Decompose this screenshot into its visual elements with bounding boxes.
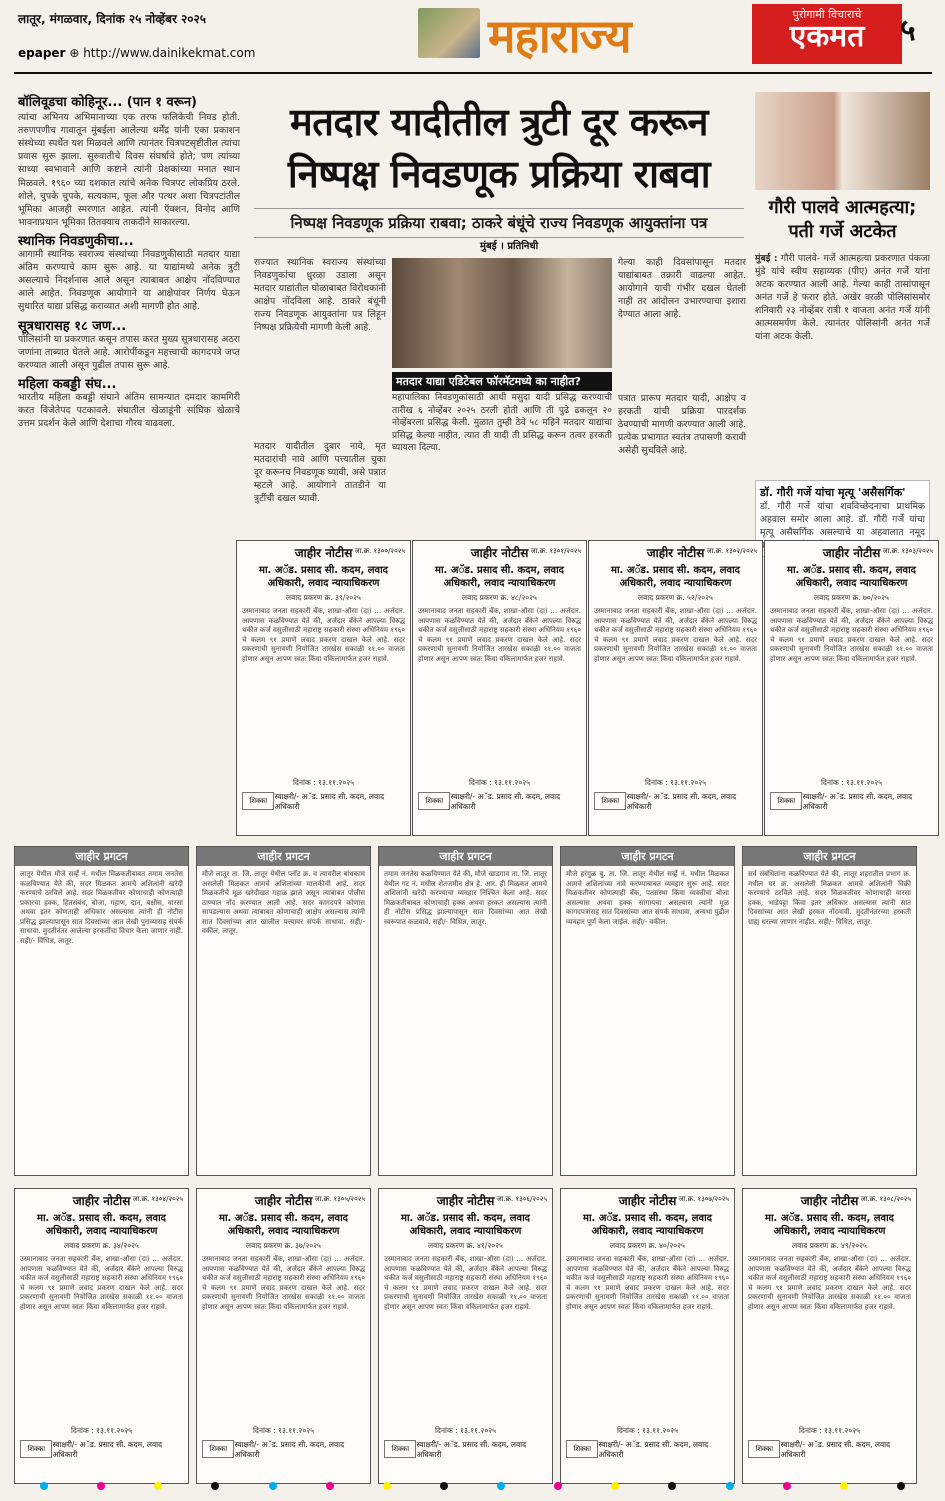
notice-body: उस्मानाबाद जनता सहकारी बँक, शाखा-औसा (दा) ... अर्जदार. आपणास कळविण्यात येते की, अर्जदार बँकेने आपल्या विरुद्ध थकीत कर्ज वसुलीसाठी महाराष्ट्र सहकारी संस्था अधिनियम १९६० चे कलम ९१ प्रमाणे लवाद प्रकरण दाखल केले आहे. सदर प्रकरणाची सुनावणी नियोजित तारखेस सकाळी ११.०० वाजता होणार असून आपण स्वतः किंवा वकिलामार्फत हजर राहावे.: [20, 1255, 183, 1311]
seal-box: शिक्का: [594, 792, 626, 810]
legal-notice: [764, 540, 939, 836]
notice-body: उस्मानाबाद जनता सहकारी बँक, शाखा-औसा (दा) ... अर्जदार. आपणास कळविण्यात येते की, अर्जदार बँकेने आपल्या विरुद्ध थकीत कर्ज वसुलीसाठी महाराष्ट्र सहकारी संस्था अधिनियम १९६० चे कलम ९१ प्रमाणे लवाद प्रकरण दाखल केले आहे. सदर प्रकरणाची सुनावणी नियोजित तारखेस सकाळी ११.०० वाजता होणार असून आपण स्वतः किंवा वकिलामार्फत हजर राहावे.: [384, 1255, 547, 1311]
notice-body: उस्मानाबाद जनता सहकारी बँक, शाखा-औसा (दा) ... अर्जदार. आपणास कळविण्यात येते की, अर्जदार बँकेने आपल्या विरुद्ध थकीत कर्ज वसुलीसाठी महाराष्ट्र सहकारी संस्था अधिनियम १९६० चे कलम ९१ प्रमाणे लवाद प्रकरण दाखल केले आहे. सदर प्रकरणाची सुनावणी नियोजित तारखेस सकाळी ११.०० वाजता होणार असून आपण स्वतः किंवा वकिलामार्फत हजर राहावे.: [242, 607, 405, 663]
yellow-dot: [840, 1482, 848, 1490]
notice-case: लवाद प्रकरण क्र. ७०/२०२५: [814, 593, 889, 602]
notice-case: लवाद प्रकरण क्र. ३९/२०२५: [286, 593, 361, 602]
notice-number: जा.क्र. १३०४/२०२५: [132, 1195, 183, 1203]
ad-title: जाहीर प्रगटन: [561, 847, 734, 866]
notice-date: दिनांक : १३.११.२०२५: [292, 778, 355, 787]
seal-box: शिक्का: [384, 1440, 416, 1458]
story-text: भारतीय महिला कबड्डी संघाने अंतिम सामन्यात दमदार कामगिरी करत विजेतेपद पटकावले. संघातील खेळाडूंनी सांघिक खेळाचे उत्तम प्रदर्शन केले आणि देशाचा गौरव वाढवला.: [18, 391, 240, 430]
notice-date: दिनांक : १३.११.२०२५: [644, 778, 707, 787]
story-title: सूत्रधारासह १८ जण...: [18, 318, 127, 334]
ad-title: जाहीर प्रगटन: [379, 847, 552, 866]
notice-number: जा.क्र. १३०१/२०२५: [530, 547, 581, 555]
notice-date: दिनांक : १३.११.२०२५: [434, 1426, 497, 1435]
seal-box: शिक्का: [20, 1440, 52, 1458]
right-headline: गौरी पालवे आत्महत्या; पती गर्जे अटकेत: [768, 197, 917, 242]
public-notice-ad: [742, 846, 917, 1176]
notice-officer: मा. अॅड. प्रसाद सी. कदम, लवाद अधिकारी, लवाद न्यायाधिकरण: [400, 1213, 530, 1237]
notice-number: जा.क्र. १३०३/२०२५: [882, 547, 933, 555]
ad-title: जाहीर प्रगटन: [743, 847, 916, 866]
notice-case: लवाद प्रकरण क्र. ३७/२०२५: [246, 1241, 321, 1250]
notice-signature: स्वाक्षरी/- अॅड. प्रसाद सी. कदम, लवाद अधिकारी: [626, 792, 737, 811]
notice-title: जाहीर नोटीस: [822, 546, 881, 560]
website-link[interactable]: http://www.dainikekmat.com: [83, 46, 256, 60]
brand-name: एकमत: [789, 19, 865, 54]
notice-body: उस्मानाबाद जनता सहकारी बँक, शाखा-औसा (दा) ... अर्जदार. आपणास कळविण्यात येते की, अर्जदार बँकेने आपल्या विरुद्ध थकीत कर्ज वसुलीसाठी महाराष्ट्र सहकारी संस्था अधिनियम १९६० चे कलम ९१ प्रमाणे लवाद प्रकरण दाखल केले आहे. सदर प्रकरणाची सुनावणी नियोजित तारखेस सकाळी ११.०० वाजता होणार असून आपण स्वतः किंवा वकिलामार्फत हजर राहावे.: [566, 1255, 729, 1311]
notice-signature: स्वाक्षरी/- अॅड. प्रसाद सी. कदम, लवाद अधिकारी: [274, 792, 385, 811]
legal-notice: [560, 1188, 735, 1484]
black-dot: [211, 1482, 219, 1490]
notice-signature: स्वाक्षरी/- अॅड. प्रसाद सी. कदम, लवाद अधिकारी: [416, 1440, 527, 1459]
lead-headline: [254, 96, 744, 200]
section-title: महाराज्य: [488, 9, 631, 63]
notice-title: जाहीर नोटीस: [72, 1194, 131, 1208]
legal-notice: [14, 1188, 189, 1484]
ad-body: सर्व संबंधितांना कळविण्यात येते की, लातूर शहरातील प्रभाग क्र. मधील घर क्र. असलेली मिळकत आमचे अशिलांनी विक्री करण्याचे ठरविले आहे. सदर मिळकतीवर कोणाचाही वारसा हक्क, भाडेपट्टा किंवा इतर अधिकार असल्यास त्यांनी सात दिवसांच्या आत लेखी हरकत नोंदवावी. मुदतीनंतरच्या हरकती ग्राह्य धरल्या जाणार नाहीत. सही/- विधिज्ञ, लातूर.: [748, 870, 911, 926]
public-notice-ad: [560, 846, 735, 1176]
seal-box: शिक्का: [418, 792, 450, 810]
lead-story-column: पत्रात प्रारूप मतदार यादी, आक्षेप व हरकती यांची प्रक्रिया पारदर्शक ठेवण्याची मागणी करण्यात आली आहे. प्रत्येक प्रभागात स्वतंत्र तपासणी करावी असेही सुचविले आहे.: [618, 393, 746, 456]
yellow-dot: [611, 1482, 619, 1490]
notice-case: लवाद प्रकरण क्र. ४८/२०२५: [462, 593, 537, 602]
dateline: लातूर, मंगळवार, दिनांक २५ नोव्हेंबर २०२५: [18, 12, 207, 26]
legal-notice: [588, 540, 763, 836]
notice-title: जाहीर नोटीस: [646, 546, 705, 560]
cyan-dot: [269, 1482, 277, 1490]
legal-notice: [742, 1188, 917, 1484]
notice-date: दिनांक : १३.११.२०२५: [616, 1426, 679, 1435]
ad-title: जाहीर प्रगटन: [197, 847, 370, 866]
magenta-dot: [97, 1482, 105, 1490]
photo-text: महापालिका निवडणुकांसाठी आधी मसुदा यादी प्रसिद्ध करण्याची तारीख ६ नोव्हेंबर २०२५ ठरली होती आणि ती पुढे ढकलून २० नोव्हेंबरला प्रसिद्ध केली. मुळात तुम्ही ठेवे ५८ महिने मतदार याद्यांचा प्रसिद्ध केल्या नाहीत, त्यात ती यादी ती प्रसिद्ध करून तत्वर हरकती घ्यायला दिल्या.: [392, 393, 612, 453]
lead-story-column: मतदार यादीतील दुबार नावे, मृत मतदारांची नावे आणि पत्त्यातील चुका दूर करूनच निवडणूक घ्यावी, असे पत्रात म्हटले आहे. आयोगाने तातडीने या त्रुटींची दखल घ्यावी.: [254, 441, 386, 504]
right-byline: मुंबई :: [755, 253, 778, 264]
notice-title: जाहीर नोटीस: [254, 1194, 313, 1208]
notice-number: जा.क्र. १३०५/२०२५: [314, 1195, 365, 1203]
notice-body: उस्मानाबाद जनता सहकारी बँक, शाखा-औसा (दा) ... अर्जदार. आपणास कळविण्यात येते की, अर्जदार बँकेने आपल्या विरुद्ध थकीत कर्ज वसुलीसाठी महाराष्ट्र सहकारी संस्था अधिनियम १९६० चे कलम ९१ प्रमाणे लवाद प्रकरण दाखल केले आहे. सदर प्रकरणाची सुनावणी नियोजित तारखेस सकाळी ११.०० वाजता होणार असून आपण स्वतः किंवा वकिलामार्फत हजर राहावे.: [770, 607, 933, 663]
public-notice-ad: [196, 846, 371, 1176]
brand-tagline: पुरोगामी विचाराचे: [792, 8, 862, 21]
notice-date: दिनांक : १३.११.२०२५: [820, 778, 883, 787]
cyan-dot: [497, 1482, 505, 1490]
notice-number: जा.क्र. १३०६/२०२५: [496, 1195, 547, 1203]
lead-byline: मुंबई । प्रतिनिधी: [480, 241, 539, 252]
notice-signature: स्वाक्षरी/- अॅड. प्रसाद सी. कदम, लवाद अधिकारी: [234, 1440, 345, 1459]
ad-body: लातूर येथील मौजे सर्व्हे नं. मधील मिळकतीबाबत तमाम जनतेस कळविण्यात येते की, सदर मिळकत आमचे अशिलांनी खरेदी करण्याचे ठरविले आहे. सदर मिळकतीवर कोणाचाही कोणत्याही प्रकारचा हक्क, हितसंबंध, बोजा, गहाण, दान, बक्षीस, वारसा अथवा इतर कोणताही अधिकार असल्यास त्यांनी ही नोटीस प्रसिद्ध झाल्यापासून सात दिवसांच्या आत लेखी पुराव्यासह संपर्क साधावा. मुदतीनंतर आलेल्या हरकतींचा विचार केला जाणार नाही. सही/- विधिज्ञ, लातूर.: [20, 870, 183, 945]
story-title: स्थानिक निवडणुकीचा...: [18, 233, 134, 249]
notice-case: लवाद प्रकरण क्र. ५२/२०२५: [638, 593, 713, 602]
photo-caption: मतदार याद्या एडिटेबल फॉरमॅटमध्ये का नाहीत?: [392, 372, 612, 391]
sidebar-box-title: डॉ. गौरी गर्जे यांचा मृत्यू 'असैसर्गिक': [760, 486, 906, 499]
black-dot: [668, 1482, 676, 1490]
notice-officer: मा. अॅड. प्रसाद सी. कदम, लवाद अधिकारी, लवाद न्यायाधिकरण: [36, 1213, 166, 1237]
cyan-dot: [40, 1482, 48, 1490]
masthead-photo: [418, 8, 480, 58]
link-icon: ⊕: [69, 46, 80, 60]
masthead-divider: [14, 72, 932, 74]
legal-notice: [378, 1188, 553, 1484]
notice-signature: स्वाक्षरी/- अॅड. प्रसाद सी. कदम, लवाद अधिकारी: [52, 1440, 163, 1459]
notice-signature: स्वाक्षरी/- अॅड. प्रसाद सी. कदम, लवाद अधिकारी: [802, 792, 913, 811]
story-text: त्यांचा अभिनय अभिमानाच्या एक तरफ फलिकेची निवड होती. तरुणपणीच गावातून मुंबईला आलेल्या धर्मेंद्र यांनी एका प्रकाशन संस्थेच्या स्पर्धेत यश मिळवले आणि त्यानंतर चित्रपटसृष्टीतील त्यांचा प्रवास सुरू झाला. सुरुवातीचे दिवस संघर्षाचे होते; पण त्यांच्या साध्या स्वभावाने आणि कष्टाने त्यांनी प्रेक्षकांच्या मनात स्थान मिळवले. १९६० च्या दशकात त्यांचे अनेक चित्रपट लोकप्रिय ठरले. शोले, चुपके चुपके, सत्यकाम, फूल और पत्थर अशा चित्रपटांतील भूमिका आजही स्मरणात आहेत. त्यांनी ऍक्शन, विनोद आणि भावनाप्रधान भूमिका तितक्याच ताकदीने साकारल्या.: [18, 112, 240, 228]
notice-number: जा.क्र. १३०८/२०२५: [860, 1195, 911, 1203]
notice-officer: मा. अॅड. प्रसाद सी. कदम, लवाद अधिकारी, लवाद न्यायाधिकरण: [582, 1213, 712, 1237]
cyan-dot: [726, 1482, 734, 1490]
notice-body: उस्मानाबाद जनता सहकारी बँक, शाखा-औसा (दा) ... अर्जदार. आपणास कळविण्यात येते की, अर्जदार बँकेने आपल्या विरुद्ध थकीत कर्ज वसुलीसाठी महाराष्ट्र सहकारी संस्था अधिनियम १९६० चे कलम ९१ प्रमाणे लवाद प्रकरण दाखल केले आहे. सदर प्रकरणाची सुनावणी नियोजित तारखेस सकाळी ११.०० वाजता होणार असून आपण स्वतः किंवा वकिलामार्फत हजर राहावे.: [748, 1255, 911, 1311]
notice-signature: स्वाक्षरी/- अॅड. प्रसाद सी. कदम, लवाद अधिकारी: [598, 1440, 709, 1459]
brand-logo: [752, 4, 902, 64]
page-number: ५: [900, 13, 916, 48]
leaders-photo: [392, 258, 612, 368]
ad-body: तमाम जनतेस कळविण्यात येते की, मौजे खाडगाव ता. जि. लातूर येथील गट नं. मधील शेतजमीन क्षेत्र हे. आर. ही मिळकत आमचे अशिलांनी खरेदी करण्याचा व्यवहार निश्चित केला आहे. सदर मिळकतीबाबत कोणाचाही हक्क अथवा हरकत असल्यास त्यांनी ही नोटीस प्रसिद्ध झाल्यापासून सात दिवसांच्या आत लेखी स्वरूपात कळवावे. सही/- विधिज्ञ, लातूर.: [384, 870, 547, 926]
notice-case: लवाद प्रकरण क्र. ४०/२०२५: [610, 1241, 685, 1250]
headline-line: मतदार यादीतील त्रुटी दूर करून: [289, 100, 709, 144]
lead-subhead: निष्पक्ष निवडणूक प्रक्रिया राबवा; ठाकरे बंधूंचे राज्य निवडणूक आयुक्तांना पत्र: [254, 208, 744, 238]
seal-box: शिक्का: [202, 1440, 234, 1458]
couple-photo: [755, 92, 930, 190]
left-column: [18, 92, 240, 832]
print-color-bar: [40, 1482, 905, 1492]
notice-case: लवाद प्रकरण क्र. ४९/२०२५: [792, 1241, 867, 1250]
story-title: महिला कबड्डी संघ...: [18, 376, 117, 392]
yellow-dot: [154, 1482, 162, 1490]
notice-title: जाहीर नोटीस: [618, 1194, 677, 1208]
notice-officer: मा. अॅड. प्रसाद सी. कदम, लवाद अधिकारी, लवाद न्यायाधिकरण: [434, 565, 564, 589]
seal-box: शिक्का: [770, 792, 802, 810]
notice-case: लवाद प्रकरण क्र. ४१/२०२५: [428, 1241, 503, 1250]
legal-notice: [236, 540, 411, 836]
notice-signature: स्वाक्षरी/- अॅड. प्रसाद सी. कदम, लवाद अधिकारी: [450, 792, 561, 811]
ad-body: मौजे लातूर ता. जि. लातूर येथील प्लॉट क्र. व त्यावरील बांधकाम असलेली मिळकत आमचे अशिलांच्या मालकीची आहे. सदर मिळकतीचे मूळ खरेदीखत गहाळ झाले असून त्याबाबत पोलीस ठाण्यात नोंद करण्यात आली आहे. सदर कागदपत्रे कोणास सापडल्यास अथवा त्याबाबत कोणाचाही आक्षेप असल्यास त्यांनी सात दिवसांच्या आत खालील पत्त्यावर संपर्क साधावा. सही/- वकील, लातूर.: [202, 870, 365, 935]
notice-number: जा.क्र. १३००/२०२५: [354, 547, 405, 555]
notice-title: जाहीर नोटीस: [800, 1194, 859, 1208]
headline-line: निष्पक्ष निवडणूक प्रक्रिया राबवा: [287, 152, 711, 196]
yellow-dot: [383, 1482, 391, 1490]
story-text: आगामी स्थानिक स्वराज्य संस्थांच्या निवडणुकीसाठी मतदार याद्या अंतिम करण्याचे काम सुरू आहे. या याद्यांमध्ये अनेक त्रुटी असल्याचे निदर्शनास आले असून त्याबाबत आक्षेप नोंदविण्यात आले आहेत. निवडणूक आयोगाने या आक्षेपांवर निर्णय घेऊन सुधारित याद्या प्रसिद्ध कराव्यात अशी मागणी होत आहे.: [18, 249, 240, 313]
ad-title: जाहीर प्रगटन: [15, 847, 188, 866]
seal-box: शिक्का: [748, 1440, 780, 1458]
masthead: [0, 0, 945, 78]
seal-box: शिक्का: [566, 1440, 598, 1458]
notice-date: दिनांक : १३.११.२०२५: [70, 1426, 133, 1435]
notice-body: उस्मानाबाद जनता सहकारी बँक, शाखा-औसा (दा) ... अर्जदार. आपणास कळविण्यात येते की, अर्जदार बँकेने आपल्या विरुद्ध थकीत कर्ज वसुलीसाठी महाराष्ट्र सहकारी संस्था अधिनियम १९६० चे कलम ९१ प्रमाणे लवाद प्रकरण दाखल केले आहे. सदर प्रकरणाची सुनावणी नियोजित तारखेस सकाळी ११.०० वाजता होणार असून आपण स्वतः किंवा वकिलामार्फत हजर राहावे.: [418, 607, 581, 663]
black-dot: [897, 1482, 905, 1490]
epaper-url[interactable]: [18, 46, 255, 60]
magenta-dot: [554, 1482, 562, 1490]
right-story-body: गौरी पालवे- गर्जे आत्महत्या प्रकरणात पंकजा मुंडे यांचे स्वीय सहाय्यक (पीए) अनंत गर्जे यांना अटक करण्यात आली आहे. गेल्या काही तासांपासून अनंत गर्जे हे फरार होते. अखेर वरळी पोलिसांसमोर शनिवारी २३ नोव्हेंबर रात्री १ वाजता अनंत गर्जे यांनी आत्मसमर्पण केले. त्यानंतर पोलिसांनी अनंत गर्जे यांना अटक केली.: [755, 253, 930, 342]
notice-date: दिनांक : १३.११.२०२५: [252, 1426, 315, 1435]
notice-body: उस्मानाबाद जनता सहकारी बँक, शाखा-औसा (दा) ... अर्जदार. आपणास कळविण्यात येते की, अर्जदार बँकेने आपल्या विरुद्ध थकीत कर्ज वसुलीसाठी महाराष्ट्र सहकारी संस्था अधिनियम १९६० चे कलम ९१ प्रमाणे लवाद प्रकरण दाखल केले आहे. सदर प्रकरणाची सुनावणी नियोजित तारखेस सकाळी ११.०० वाजता होणार असून आपण स्वतः किंवा वकिलामार्फत हजर राहावे.: [594, 607, 757, 663]
story-title: बॉलिवूडचा कोहिनूर... (पान १ वरून): [18, 95, 198, 110]
notice-date: दिनांक : १३.११.२०२५: [468, 778, 531, 787]
notice-officer: मा. अॅड. प्रसाद सी. कदम, लवाद अधिकारी, लवाद न्यायाधिकरण: [610, 565, 740, 589]
notice-number: जा.क्र. १३०२/२०२५: [706, 547, 757, 555]
magenta-dot: [326, 1482, 334, 1490]
epaper-label: epaper: [18, 46, 66, 60]
magenta-dot: [783, 1482, 791, 1490]
notice-title: जाहीर नोटीस: [470, 546, 529, 560]
ad-body: मौजे हरंगुळ बु. ता. जि. लातूर येथील सर्व्हे नं. मधील मिळकत आमचे अशिलांच्या नावे करण्याबाबत व्यवहार सुरू आहे. सदर मिळकतीवर कोणत्याही बँक, पतसंस्था किंवा व्यक्तीचा बोजा असल्यास अथवा हक्क सांगायचा असल्यास त्यांनी मूळ कागदपत्रांसह सात दिवसांच्या आत संपर्क साधावा, अन्यथा पुढील व्यवहार पूर्ण केला जाईल. सही/- वकील.: [566, 870, 729, 926]
lead-story-column: गेल्या काही दिवसांपासून मतदार याद्यांबाबत तक्रारी वाढल्या आहेत. आयोगाने याची गंभीर दखल घेतली नाही तर आंदोलन उभारण्याचा इशारा देण्यात आला आहे.: [618, 257, 746, 320]
public-notice-ad: [378, 846, 553, 1176]
notice-body: उस्मानाबाद जनता सहकारी बँक, शाखा-औसा (दा) ... अर्जदार. आपणास कळविण्यात येते की, अर्जदार बँकेने आपल्या विरुद्ध थकीत कर्ज वसुलीसाठी महाराष्ट्र सहकारी संस्था अधिनियम १९६० चे कलम ९१ प्रमाणे लवाद प्रकरण दाखल केले आहे. सदर प्रकरणाची सुनावणी नियोजित तारखेस सकाळी ११.०० वाजता होणार असून आपण स्वतः किंवा वकिलामार्फत हजर राहावे.: [202, 1255, 365, 1311]
right-story-text: [755, 252, 930, 472]
legal-notice: [196, 1188, 371, 1484]
legal-notice: [412, 540, 587, 836]
notice-officer: मा. अॅड. प्रसाद सी. कदम, लवाद अधिकारी, लवाद न्यायाधिकरण: [786, 565, 916, 589]
notice-case: लवाद प्रकरण क्र. ३४/२०२५: [64, 1241, 139, 1250]
notice-title: जाहीर नोटीस: [436, 1194, 495, 1208]
notice-signature: स्वाक्षरी/- अॅड. प्रसाद सी. कदम, लवाद अधिकारी: [780, 1440, 891, 1459]
notice-title: जाहीर नोटीस: [294, 546, 353, 560]
notice-officer: मा. अॅड. प्रसाद सी. कदम, लवाद अधिकारी, लवाद न्यायाधिकरण: [218, 1213, 348, 1237]
notice-date: दिनांक : १३.११.२०२५: [798, 1426, 861, 1435]
black-dot: [440, 1482, 448, 1490]
notice-officer: मा. अॅड. प्रसाद सी. कदम, लवाद अधिकारी, लवाद न्यायाधिकरण: [764, 1213, 894, 1237]
lead-story-column: राज्यात स्थानिक स्वराज्य संस्थांच्या निवडणुकांचा धुरळा उडाला असून मतदार याद्यांतील घोळाबाबत विरोधकांनी आक्षेप नोंदविला आहे. ठाकरे बंधूंनी राज्य निवडणूक आयुक्तांना पत्र लिहून निष्पक्ष प्रक्रियेची मागणी केली आहे.: [254, 257, 386, 333]
sidebar-box-text: डॉ. गौरी गर्जे यांचा शवविच्छेदनाचा प्राथमिक अहवाल समोर आला आहे. डॉ. गौरी गर्जे यांचा मृत्यू असैसर्गिक असल्याचे या अहवालात नमूद: [760, 501, 925, 538]
seal-box: शिक्का: [242, 792, 274, 810]
notice-number: जा.क्र. १३०७/२०२५: [678, 1195, 729, 1203]
public-notice-ad: [14, 846, 189, 1176]
story-text: पोलिसांनी या प्रकरणात कसून तपास करत मुख्य सूत्रधारासह अठरा जणांना ताब्यात घेतले आहे. आरोपींकडून महत्त्वाची कागदपत्रे जप्त करण्यात आली असून पुढील तपास सुरू आहे.: [18, 333, 240, 371]
notice-officer: मा. अॅड. प्रसाद सी. कदम, लवाद अधिकारी, लवाद न्यायाधिकरण: [258, 565, 388, 589]
